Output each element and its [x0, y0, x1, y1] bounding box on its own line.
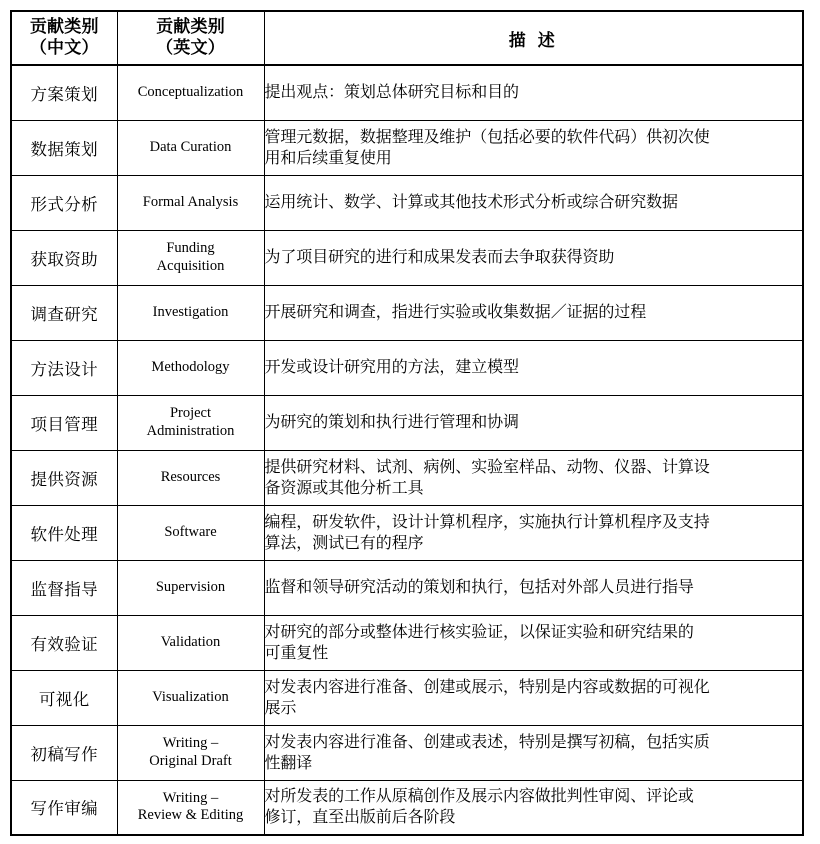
column-header-category-english-line1: 贡献类别 [156, 17, 225, 38]
cell-category-chinese: 方案策划 [11, 65, 117, 120]
cell-category-english [117, 340, 264, 395]
cell-category-english [117, 450, 264, 505]
cell-category-chinese: 数据策划 [11, 120, 117, 175]
column-header-category-chinese-line2: （中文） [29, 38, 99, 58]
cell-description [264, 450, 803, 505]
cell-description [264, 505, 803, 560]
cell-category-english-line1: Writing – [162, 789, 219, 806]
table-row [11, 560, 803, 615]
cell-description-line2: 展示 [264, 697, 297, 717]
table-row [11, 670, 803, 725]
cell-description [264, 725, 803, 780]
cell-description-line1: 对发表内容进行准备、创建或展示，特别是内容或数据的可视化 [264, 676, 710, 696]
cell-description-line1: 运用统计、数学、计算或其他技术形式分析或综合研究数据 [264, 192, 678, 212]
table-row [11, 230, 803, 285]
column-header-category-chinese-line1: 贡献类别 [29, 17, 99, 38]
cell-description [264, 120, 803, 175]
cell-category-english-line1: Supervision [155, 578, 226, 595]
column-header-category-english-line2: （英文） [156, 38, 225, 58]
cell-description-line2: 性翻译 [264, 752, 313, 772]
table-row [11, 395, 803, 450]
cell-category-chinese: 调查研究 [11, 285, 117, 340]
cell-description [264, 65, 803, 120]
cell-description [264, 395, 803, 450]
cell-category-chinese: 写作审编 [11, 780, 117, 835]
cell-category-english-line2: Original Draft [149, 752, 232, 769]
cell-description-line2: 备资源或其他分析工具 [264, 477, 424, 497]
cell-category-english-line2: Administration [146, 422, 235, 439]
cell-category-chinese: 提供资源 [11, 450, 117, 505]
table-row [11, 615, 803, 670]
cell-category-english [117, 780, 264, 835]
cell-description-line1: 为了项目研究的进行和成果发表而去争取获得资助 [264, 247, 615, 267]
cell-description-line1: 对研究的部分或整体进行核实验证，以保证实验和研究结果的 [264, 621, 694, 641]
table-row [11, 175, 803, 230]
cell-category-english [117, 120, 264, 175]
cell-description [264, 340, 803, 395]
table-header [11, 11, 803, 65]
cell-description [264, 230, 803, 285]
cell-category-english [117, 285, 264, 340]
table-row [11, 450, 803, 505]
table-header-row [11, 11, 803, 65]
cell-category-english [117, 615, 264, 670]
cell-category-chinese: 初稿写作 [11, 725, 117, 780]
cell-description-line1: 监督和领导研究活动的策划和执行，包括对外部人员进行指导 [264, 577, 694, 597]
cell-category-english-line1: Methodology [151, 358, 230, 375]
cell-description-line2: 算法，测试已有的程序 [264, 532, 424, 552]
cell-category-english [117, 560, 264, 615]
cell-category-english-line1: Writing – [162, 734, 219, 751]
cell-category-chinese: 形式分析 [11, 175, 117, 230]
table-row [11, 780, 803, 835]
cell-category-english-line1: Data Curation [149, 138, 232, 155]
cell-description-line1: 开展研究和调查，指进行实验或收集数据／证据的过程 [264, 302, 647, 322]
cell-category-english-line1: Visualization [152, 688, 229, 705]
column-header-category-chinese [11, 11, 117, 65]
cell-category-english-line1: Project [169, 404, 212, 421]
table-row [11, 725, 803, 780]
cell-category-english-line2: Review & Editing [137, 807, 244, 824]
cell-description [264, 780, 803, 835]
credit-contribution-table [10, 10, 804, 836]
cell-category-chinese: 可视化 [11, 670, 117, 725]
cell-description-line1: 提出观点：策划总体研究目标和目的 [264, 82, 519, 102]
cell-category-english [117, 395, 264, 450]
cell-category-english [117, 230, 264, 285]
cell-category-chinese: 有效验证 [11, 615, 117, 670]
cell-category-english [117, 505, 264, 560]
column-header-category-english [117, 11, 264, 65]
cell-description-line1: 对发表内容进行准备、创建或表述，特别是撰写初稿，包括实质 [264, 731, 710, 751]
cell-category-english-line1: Conceptualization [137, 83, 244, 100]
cell-category-chinese: 软件处理 [11, 505, 117, 560]
cell-description [264, 670, 803, 725]
cell-category-english [117, 175, 264, 230]
cell-description-line1: 管理元数据，数据整理及维护（包括必要的软件代码）供初次使 [264, 126, 710, 146]
table-row [11, 505, 803, 560]
cell-category-chinese: 监督指导 [11, 560, 117, 615]
table-body [11, 65, 803, 835]
cell-category-english-line1: Funding [166, 239, 215, 256]
cell-category-chinese: 方法设计 [11, 340, 117, 395]
cell-category-chinese: 获取资助 [11, 230, 117, 285]
cell-category-english-line1: Resources [160, 468, 221, 485]
cell-description-line1: 为研究的策划和执行进行管理和协调 [264, 412, 519, 432]
table-row [11, 340, 803, 395]
cell-description [264, 560, 803, 615]
cell-category-english-line1: Software [164, 523, 217, 540]
cell-description-line1: 编程，研发软件，设计计算机程序，实施执行计算机程序及支持 [264, 511, 710, 531]
table-row [11, 285, 803, 340]
table-row [11, 120, 803, 175]
cell-category-english [117, 65, 264, 120]
cell-category-english-line2: Acquisition [156, 257, 225, 274]
cell-description-line1: 提供研究材料、试剂、病例、实验室样品、动物、仪器、计算设 [264, 456, 710, 476]
cell-description-line2: 用和后续重复使用 [264, 147, 392, 167]
table-row [11, 65, 803, 120]
cell-description [264, 175, 803, 230]
cell-description-line1: 对所发表的工作从原稿创作及展示内容做批判性审阅、评论或 [264, 786, 694, 806]
cell-category-english [117, 725, 264, 780]
cell-category-english [117, 670, 264, 725]
cell-description [264, 615, 803, 670]
cell-category-english-line1: Validation [160, 633, 221, 650]
cell-description-line1: 开发或设计研究用的方法，建立模型 [264, 357, 519, 377]
column-header-description: 描 述 [264, 11, 803, 65]
cell-description [264, 285, 803, 340]
cell-description-line2: 修订，直至出版前后各阶段 [264, 807, 456, 827]
cell-category-english-line1: Investigation [152, 303, 229, 320]
cell-category-english-line1: Formal Analysis [142, 193, 239, 210]
cell-category-chinese: 项目管理 [11, 395, 117, 450]
cell-description-line2: 可重复性 [264, 642, 329, 662]
